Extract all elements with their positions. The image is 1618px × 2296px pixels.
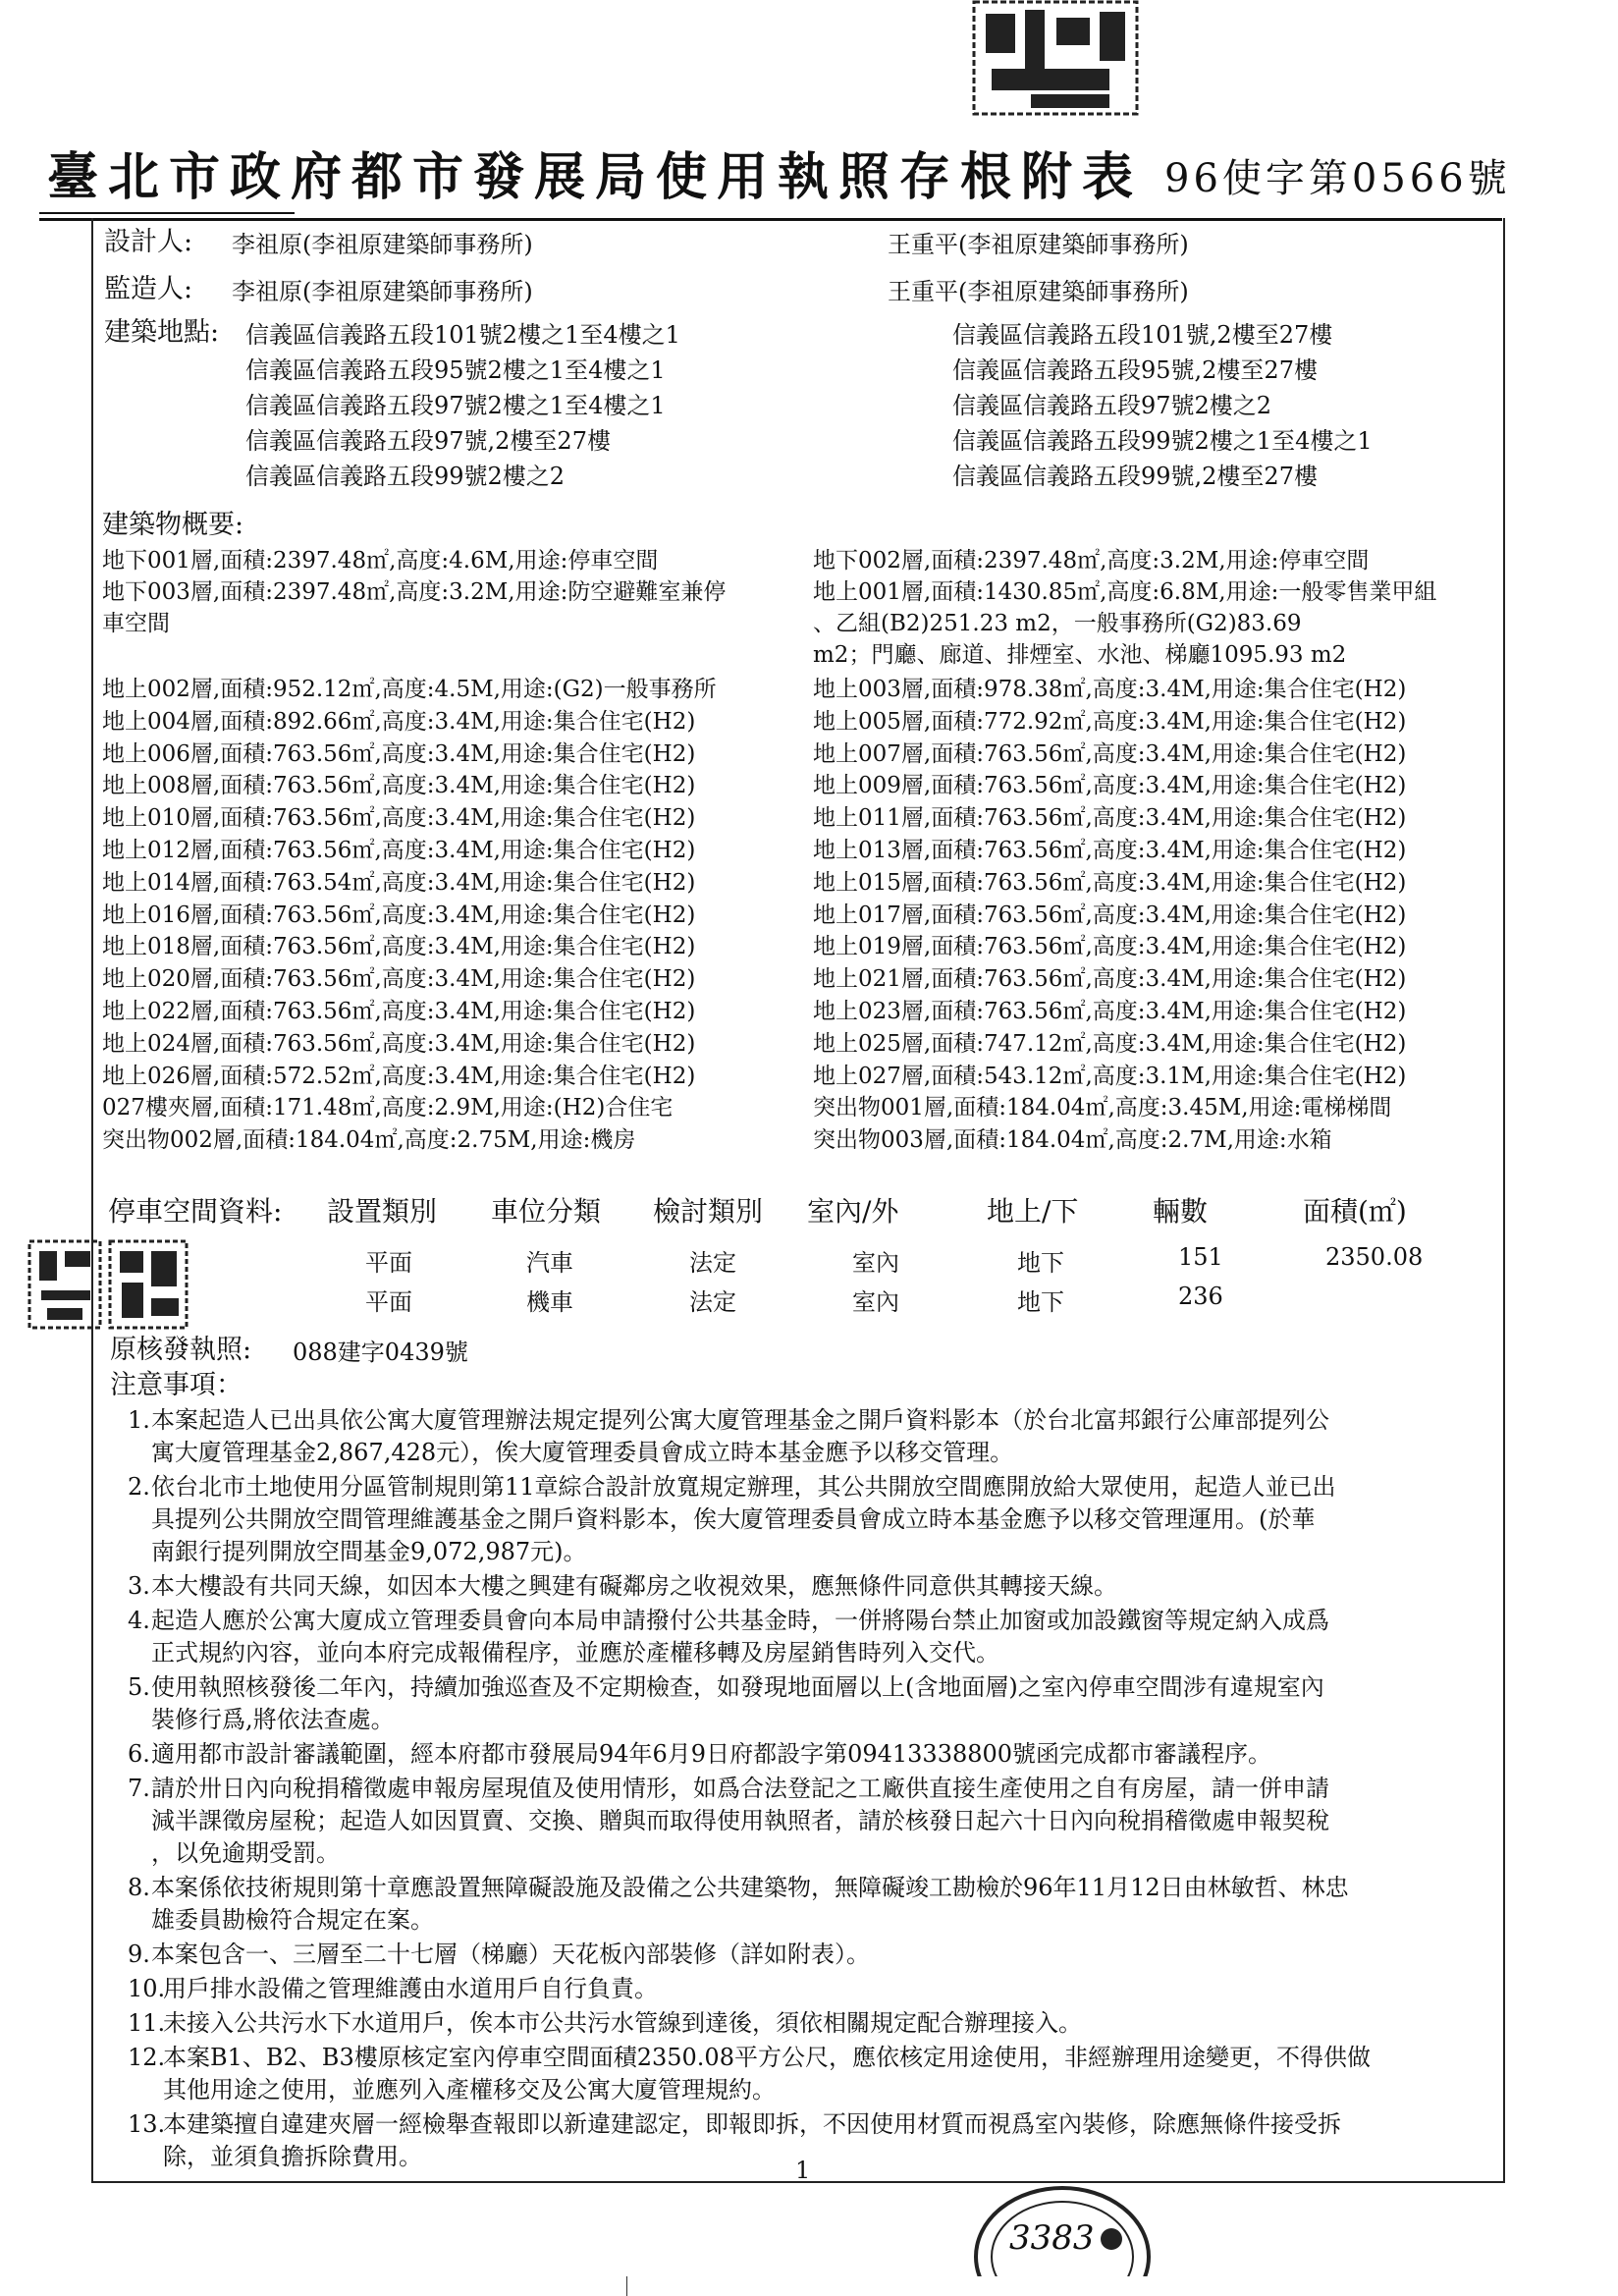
floor-row: 突出物002層,面積:184.04㎡,高度:2.75M,用途:機房 bbox=[102, 1127, 636, 1154]
floor-row: 地上025層,面積:747.12㎡,高度:3.4M,用途:集合住宅(H2) bbox=[813, 1030, 1407, 1057]
parking-cell: 法定 bbox=[689, 1288, 736, 1316]
note-number: 9. bbox=[128, 1941, 150, 1968]
page-number: 1 bbox=[795, 2157, 811, 2184]
note-line: 裝修行爲,將依法查處。 bbox=[151, 1706, 395, 1733]
site-right-address: 信義區信義路五段95號,2樓至27樓 bbox=[952, 356, 1318, 384]
original-permit-label: 原核發執照: bbox=[110, 1335, 252, 1365]
note-item bbox=[130, 1404, 1506, 1469]
floor-row: 地上007層,面積:763.56㎡,高度:3.4M,用途:集合住宅(H2) bbox=[813, 740, 1407, 767]
note-line: 使用執照核發後二年內，持續加強巡查及不定期檢查，如發現地面層以上(含地面層)之室內停車空間涉有違規室內 bbox=[151, 1673, 1324, 1701]
parking-label: 停車空間資料: bbox=[108, 1195, 283, 1228]
note-item bbox=[130, 1738, 1506, 1771]
permit-number: 96使字第0566號 bbox=[1164, 156, 1511, 201]
site-label: 建築地點: bbox=[104, 317, 220, 348]
note-line: 本案B1、B2、B3樓原核定室內停車空間面積2350.08平方公尺，應依核定用途使用，非經辦理用途變更，不得供做 bbox=[163, 2044, 1371, 2071]
site-left-address: 信義區信義路五段99號2樓之2 bbox=[245, 463, 566, 490]
floor-row: 地下001層,面積:2397.48㎡,高度:4.6M,用途:停車空間 bbox=[102, 548, 659, 574]
floor-row: 地上014層,面積:763.54㎡,高度:3.4M,用途:集合住宅(H2) bbox=[102, 869, 696, 896]
note-line: 依台北市土地使用分區管制規則第11章綜合設計放寬規定辦理，其公共開放空間應開放給大眾使用，起造人並已出 bbox=[151, 1473, 1336, 1501]
floor-row: 地上022層,面積:763.56㎡,高度:3.4M,用途:集合住宅(H2) bbox=[102, 999, 696, 1024]
parking-header: 室內/外 bbox=[807, 1195, 899, 1228]
parking-header: 輛數 bbox=[1153, 1195, 1209, 1228]
floor-row: 地上009層,面積:763.56㎡,高度:3.4M,用途:集合住宅(H2) bbox=[813, 773, 1407, 799]
supervisor-2: 王重平(李祖原建築師事務所) bbox=[888, 278, 1189, 305]
note-line: 本案起造人已出具依公寓大廈管理辦法規定提列公寓大廈管理基金之開戶資料影本（於台北富邦銀行公庫部提列公 bbox=[151, 1406, 1329, 1434]
parking-cell: 法定 bbox=[689, 1249, 736, 1277]
floor-row: 地上004層,面積:892.66㎡,高度:3.4M,用途:集合住宅(H2) bbox=[102, 708, 696, 735]
original-permit-value: 088建字0439號 bbox=[293, 1339, 468, 1366]
floor-row: 地上017層,面積:763.56㎡,高度:3.4M,用途:集合住宅(H2) bbox=[813, 902, 1407, 928]
note-line: 用戶排水設備之管理維護由水道用戶自行負責。 bbox=[163, 1975, 658, 2002]
floor-row: 地上001層,面積:1430.85㎡,高度:6.8M,用途:一般零售業甲組 bbox=[813, 579, 1437, 605]
note-item bbox=[130, 1872, 1506, 1937]
parking-cell: 室內 bbox=[852, 1249, 899, 1277]
parking-header: 車位分類 bbox=[491, 1195, 602, 1228]
floor-row: 地上010層,面積:763.56㎡,高度:3.4M,用途:集合住宅(H2) bbox=[102, 805, 696, 832]
floor-row: 地上011層,面積:763.56㎡,高度:3.4M,用途:集合住宅(H2) bbox=[813, 805, 1407, 832]
parking-cell: 平面 bbox=[365, 1249, 412, 1277]
note-item bbox=[130, 1605, 1506, 1669]
floor-row: 車空間 bbox=[102, 611, 170, 636]
note-number: 8. bbox=[128, 1874, 150, 1901]
site-right-address: 信義區信義路五段101號,2樓至27樓 bbox=[952, 321, 1333, 349]
note-line: 本建築擅自違建夾層一經檢舉查報即以新違建認定，即報即拆，不因使用材質而視爲室內裝修，除應無條件接受拆 bbox=[163, 2110, 1341, 2138]
note-line: 減半課徵房屋稅；起造人如因買賣、交換、贈與而取得使用執照者，請於核發日起六十日內向稅捐稽徵處申報契稅 bbox=[151, 1807, 1329, 1834]
note-line: 正式規約內容，並向本府完成報備程序，並應於產權移轉及房屋銷售時列入交代。 bbox=[151, 1639, 999, 1667]
parking-header: 檢討類別 bbox=[653, 1195, 764, 1228]
floor-row: 地上019層,面積:763.56㎡,高度:3.4M,用途:集合住宅(H2) bbox=[813, 934, 1407, 960]
parking-cell: 151 bbox=[1178, 1243, 1223, 1271]
note-line: 除，並須負擔拆除費用。 bbox=[163, 2143, 422, 2170]
seal-stamp-top bbox=[972, 0, 1139, 116]
note-line: 本案係依技術規則第十章應設置無障礙設施及設備之公共建築物，無障礙竣工勘檢於96年11月12日由林敏哲、林忠 bbox=[151, 1874, 1349, 1901]
note-number: 1. bbox=[128, 1406, 150, 1434]
note-item bbox=[130, 1939, 1506, 1971]
note-line: 其他用途之使用，並應列入產權移交及公寓大廈管理規約。 bbox=[163, 2076, 776, 2104]
note-item bbox=[130, 1973, 1506, 2005]
floor-row: 地上008層,面積:763.56㎡,高度:3.4M,用途:集合住宅(H2) bbox=[102, 773, 696, 799]
site-right-address: 信義區信義路五段99號2樓之1至4樓之1 bbox=[952, 427, 1373, 455]
site-left-address: 信義區信義路五段101號2樓之1至4樓之1 bbox=[245, 321, 680, 349]
parking-cell: 機車 bbox=[526, 1288, 573, 1316]
note-item bbox=[130, 1671, 1506, 1736]
site-right-address: 信義區信義路五段97號2樓之2 bbox=[952, 392, 1272, 419]
floor-row: 突出物003層,面積:184.04㎡,高度:2.7M,用途:水箱 bbox=[813, 1127, 1332, 1154]
note-line: 本案包含一、三層至二十七層（梯廳）天花板內部裝修（詳如附表）。 bbox=[151, 1941, 870, 1968]
site-left-address: 信義區信義路五段97號2樓之1至4樓之1 bbox=[245, 392, 666, 419]
supervisor-label: 監造人: bbox=[104, 274, 193, 304]
note-number: 2. bbox=[128, 1473, 150, 1501]
parking-header: 設置類別 bbox=[327, 1195, 438, 1228]
designer-2: 王重平(李祖原建築師事務所) bbox=[888, 231, 1189, 258]
floor-row: 地上006層,面積:763.56㎡,高度:3.4M,用途:集合住宅(H2) bbox=[102, 740, 696, 767]
designer-label: 設計人: bbox=[104, 227, 193, 257]
parking-cell: 地下 bbox=[1017, 1249, 1064, 1277]
floor-row: 地上005層,面積:772.92㎡,高度:3.4M,用途:集合住宅(H2) bbox=[813, 708, 1407, 735]
note-item bbox=[130, 1471, 1506, 1568]
floor-row: 地上023層,面積:763.56㎡,高度:3.4M,用途:集合住宅(H2) bbox=[813, 999, 1407, 1024]
floor-row: 地上020層,面積:763.56㎡,高度:3.4M,用途:集合住宅(H2) bbox=[102, 966, 696, 993]
parking-cell: 室內 bbox=[852, 1288, 899, 1316]
document-title: 臺北市政府都市發展局使用執照存根附表 bbox=[47, 147, 1144, 207]
parking-cell: 2350.08 bbox=[1325, 1243, 1424, 1271]
parking-cell: 236 bbox=[1178, 1283, 1223, 1310]
note-line: 寓大廈管理基金2,867,428元），俟大廈管理委員會成立時本基金應予以移交管理。 bbox=[151, 1439, 1014, 1466]
note-line: 起造人應於公寓大廈成立管理委員會向本局申請撥付公共基金時，一併將陽台禁止加窗或加設鐵窗等規定納入成爲 bbox=[151, 1607, 1329, 1634]
note-item bbox=[130, 1570, 1506, 1603]
note-number: 4. bbox=[128, 1607, 150, 1634]
site-left-address: 信義區信義路五段97號,2樓至27樓 bbox=[245, 427, 611, 455]
floor-row: 地上026層,面積:572.52㎡,高度:3.4M,用途:集合住宅(H2) bbox=[102, 1063, 696, 1089]
note-item bbox=[130, 2108, 1506, 2173]
seal-stamp-bottom bbox=[972, 2178, 1154, 2276]
floor-row: 地上021層,面積:763.56㎡,高度:3.4M,用途:集合住宅(H2) bbox=[813, 966, 1407, 993]
site-left-address: 信義區信義路五段95號2樓之1至4樓之1 bbox=[245, 356, 666, 384]
supervisor-1: 李祖原(李祖原建築師事務所) bbox=[232, 278, 533, 305]
parking-cell: 平面 bbox=[365, 1288, 412, 1316]
note-line: 雄委員勘檢符合規定在案。 bbox=[151, 1906, 434, 1934]
floor-row: 地上015層,面積:763.56㎡,高度:3.4M,用途:集合住宅(H2) bbox=[813, 869, 1407, 896]
note-line: ，以免逾期受罰。 bbox=[151, 1839, 340, 1867]
parking-cell: 地下 bbox=[1017, 1288, 1064, 1316]
floor-row: m2；門廳、廊道、排煙室、水池、梯廳1095.93 m2 bbox=[813, 642, 1347, 668]
floor-row: 、乙組(B2)251.23 m2，一般事務所(G2)83.69 bbox=[813, 611, 1302, 636]
floor-row: 地上003層,面積:978.38㎡,高度:3.4M,用途:集合住宅(H2) bbox=[813, 677, 1407, 702]
floor-row: 地上018層,面積:763.56㎡,高度:3.4M,用途:集合住宅(H2) bbox=[102, 934, 696, 960]
site-right-address: 信義區信義路五段99號,2樓至27樓 bbox=[952, 463, 1318, 490]
overview-label: 建築物概要: bbox=[102, 510, 244, 540]
note-line: 適用都市設計審議範圍，經本府都市發展局94年6月9日府都設字第09413338800號函完成都市審議程序。 bbox=[151, 1740, 1272, 1768]
floor-row: 地上013層,面積:763.56㎡,高度:3.4M,用途:集合住宅(H2) bbox=[813, 838, 1407, 863]
floor-row: 地上027層,面積:543.12㎡,高度:3.1M,用途:集合住宅(H2) bbox=[813, 1063, 1407, 1089]
floor-row: 地下003層,面積:2397.48㎡,高度:3.2M,用途:防空避難室兼停 bbox=[102, 579, 727, 605]
note-number: 7. bbox=[128, 1775, 150, 1802]
floor-row: 突出物001層,面積:184.04㎡,高度:3.45M,用途:電梯梯間 bbox=[813, 1095, 1392, 1121]
floor-row: 地上024層,面積:763.56㎡,高度:3.4M,用途:集合住宅(H2) bbox=[102, 1030, 696, 1057]
note-number: 12. bbox=[128, 2044, 166, 2071]
note-number: 6. bbox=[128, 1740, 150, 1768]
title-underline-left bbox=[39, 212, 295, 214]
note-line: 南銀行提列開放空間基金9,072,987元)。 bbox=[151, 1538, 587, 1565]
note-item bbox=[130, 2007, 1506, 2040]
parking-cell: 汽車 bbox=[526, 1249, 573, 1277]
notes-label: 注意事項： bbox=[110, 1370, 243, 1400]
note-number: 3. bbox=[128, 1572, 150, 1600]
note-number: 5. bbox=[128, 1673, 150, 1701]
svg-text:3383: 3383 bbox=[1009, 2218, 1095, 2258]
parking-header: 面積(㎡) bbox=[1303, 1195, 1407, 1228]
designer-1: 李祖原(李祖原建築師事務所) bbox=[232, 231, 533, 258]
note-line: 本大樓設有共同天線，如因本大樓之興建有礙鄰房之收視效果，應無條件同意供其轉接天線。 bbox=[151, 1572, 1117, 1600]
note-item bbox=[130, 1773, 1506, 1870]
note-number: 11. bbox=[128, 2009, 166, 2037]
note-line: 具提列公共開放空間管理維護基金之開戶資料影本，俟大廈管理委員會成立時本基金應予以移交管理運用。(於華 bbox=[151, 1505, 1316, 1533]
note-number: 10. bbox=[128, 1975, 166, 2002]
floor-row: 027樓夾層,面積:171.48㎡,高度:2.9M,用途:(H2)合住宅 bbox=[102, 1095, 674, 1121]
note-item bbox=[130, 2042, 1506, 2106]
floor-row: 地下002層,面積:2397.48㎡,高度:3.2M,用途:停車空間 bbox=[813, 548, 1370, 574]
floor-row: 地上012層,面積:763.56㎡,高度:3.4M,用途:集合住宅(H2) bbox=[102, 838, 696, 863]
parking-header: 地上/下 bbox=[987, 1195, 1079, 1228]
note-line: 未接入公共污水下水道用戶，俟本市公共污水管線到達後，須依相關規定配合辦理接入。 bbox=[163, 2009, 1082, 2037]
floor-row: 地上002層,面積:952.12㎡,高度:4.5M,用途:(G2)一般事務所 bbox=[102, 677, 717, 702]
note-line: 請於卅日內向稅捐稽徵處申報房屋現值及使用情形，如爲合法登記之工廠供直接生產使用之自有房屋，請一併申請 bbox=[151, 1775, 1329, 1802]
note-number: 13. bbox=[128, 2110, 166, 2138]
page-edge-mark bbox=[626, 2276, 627, 2296]
floor-row: 地上016層,面積:763.56㎡,高度:3.4M,用途:集合住宅(H2) bbox=[102, 902, 696, 928]
